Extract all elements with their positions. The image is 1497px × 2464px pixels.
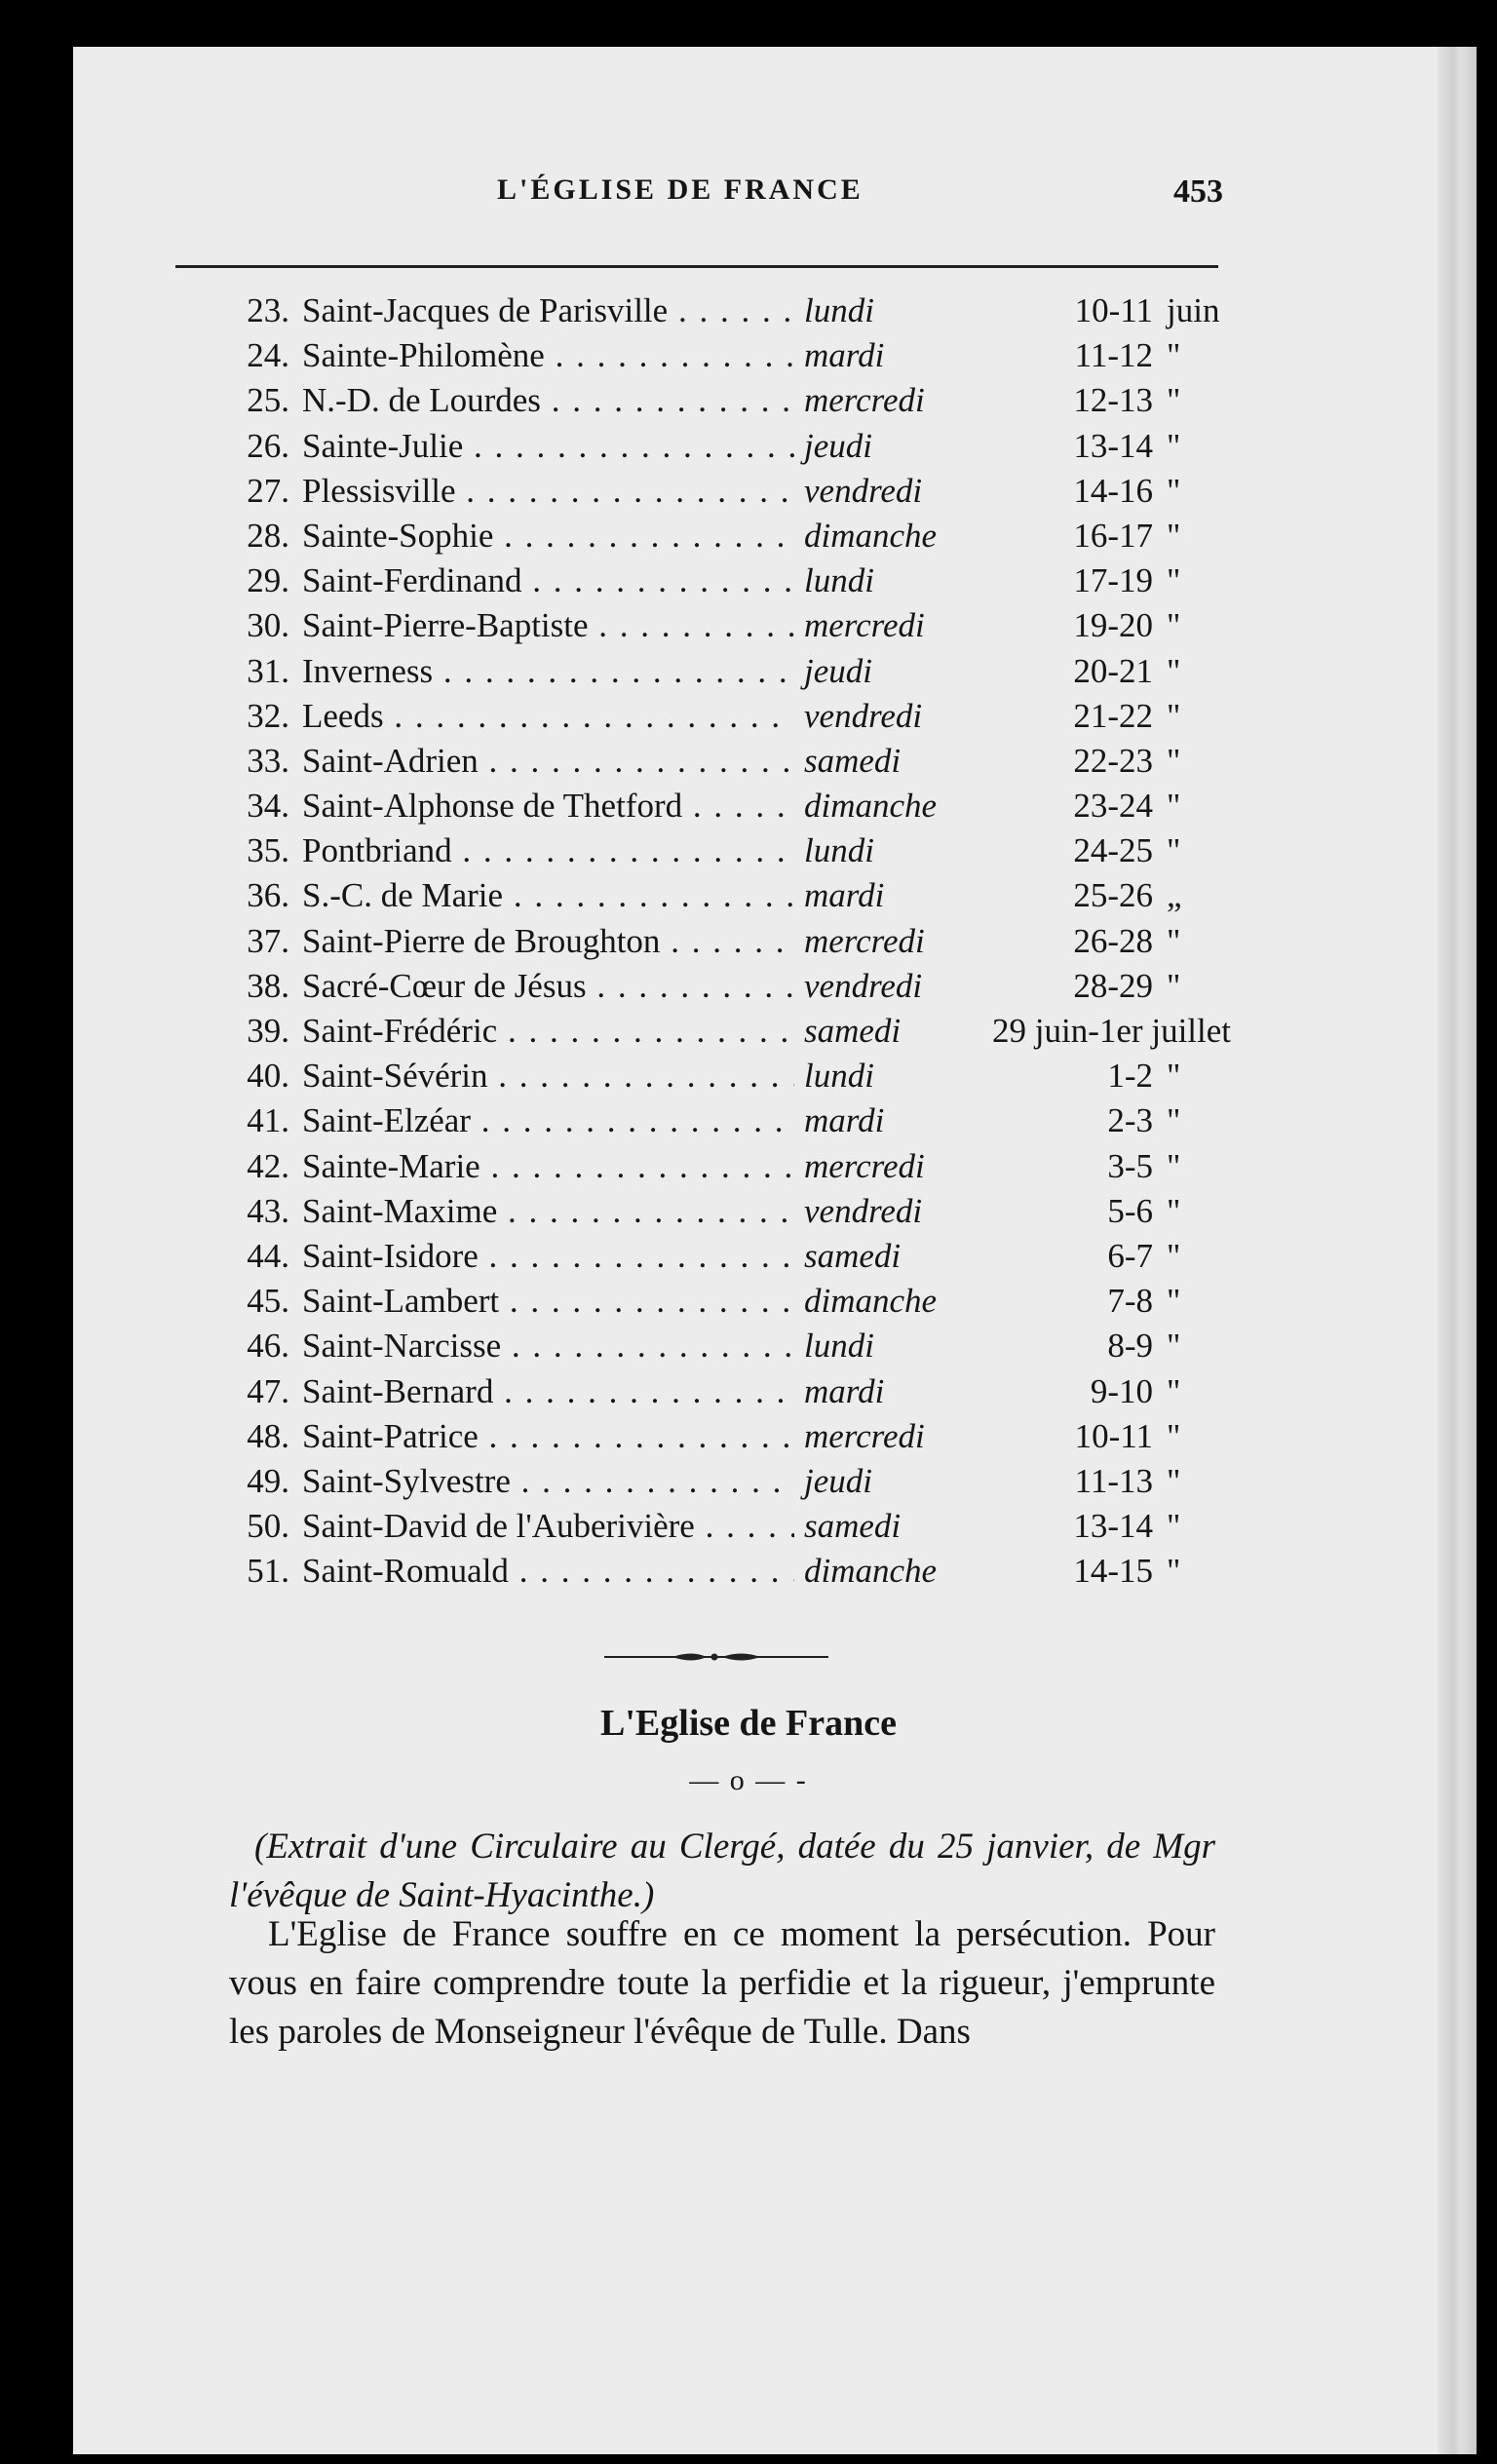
page-edge bbox=[1438, 47, 1477, 2454]
row-number: 25. bbox=[247, 381, 289, 420]
parish-name-leader bbox=[302, 1189, 794, 1234]
date-range: 25-26 bbox=[1073, 876, 1153, 915]
parish-name: Saint-Bernard bbox=[302, 1371, 494, 1410]
schedule-row bbox=[219, 1324, 1233, 1368]
weekday: mardi bbox=[804, 336, 885, 375]
month-label: " bbox=[1167, 741, 1181, 780]
parish-name-leader bbox=[302, 919, 794, 964]
parish-name-leader bbox=[302, 1324, 794, 1368]
schedule-row bbox=[219, 739, 1233, 784]
schedule-row bbox=[219, 964, 1233, 1009]
date-range-cell bbox=[931, 1144, 1231, 1189]
date-range-cell bbox=[931, 739, 1231, 784]
row-number: 51. bbox=[247, 1552, 289, 1591]
date-range-cell bbox=[931, 333, 1231, 378]
weekday: vendredi bbox=[804, 966, 923, 1005]
schedule-row bbox=[219, 1189, 1233, 1234]
date-range: 5-6 bbox=[1107, 1191, 1153, 1230]
schedule-row bbox=[219, 649, 1233, 694]
month-label: " bbox=[1167, 1461, 1181, 1500]
parish-name: Saint-Pierre-Baptiste bbox=[302, 606, 589, 645]
schedule-row bbox=[219, 1414, 1233, 1459]
parish-name-leader bbox=[302, 1549, 794, 1594]
running-title: L'ÉGLISE DE FRANCE bbox=[497, 173, 864, 206]
date-range-cell bbox=[931, 694, 1231, 739]
row-number: 50. bbox=[247, 1507, 289, 1546]
parish-name: Sainte-Sophie bbox=[302, 516, 494, 555]
date-range-cell bbox=[931, 289, 1231, 333]
row-number: 47. bbox=[247, 1371, 289, 1410]
weekday: samedi bbox=[804, 1236, 902, 1275]
date-range: 14-16 bbox=[1073, 471, 1153, 510]
row-number: 46. bbox=[247, 1327, 289, 1366]
date-range: 11-13 bbox=[1074, 1461, 1153, 1500]
schedule-row bbox=[219, 784, 1233, 828]
weekday: lundi bbox=[804, 1327, 874, 1366]
date-range-cell bbox=[931, 514, 1231, 558]
weekday: dimanche bbox=[804, 1282, 938, 1321]
parish-name: Sainte-Philomène bbox=[302, 336, 545, 375]
date-range-cell bbox=[931, 378, 1231, 423]
date-range: 28-29 bbox=[1073, 966, 1153, 1005]
date-range-cell bbox=[931, 1189, 1231, 1234]
parish-name: Saint-Pierre de Broughton bbox=[302, 921, 661, 960]
month-label: " bbox=[1167, 787, 1181, 826]
row-number: 40. bbox=[247, 1057, 289, 1096]
row-number: 29. bbox=[247, 561, 289, 600]
weekday: dimanche bbox=[804, 787, 938, 826]
month-label: " bbox=[1167, 471, 1181, 510]
date-range-cell bbox=[931, 784, 1231, 828]
row-number: 44. bbox=[247, 1236, 289, 1275]
date-range-cell bbox=[931, 1279, 1231, 1324]
section-title: L'Eglise de France bbox=[600, 1703, 897, 1744]
date-range: 21-22 bbox=[1073, 696, 1153, 735]
parish-name: Saint-Jacques de Parisville bbox=[302, 291, 669, 329]
schedule-row bbox=[219, 1459, 1233, 1504]
schedule-row bbox=[219, 558, 1233, 603]
parish-name: Pontbriand bbox=[302, 831, 452, 870]
month-label: " bbox=[1167, 831, 1181, 870]
citation: (Extrait d'une Circulaire au Clergé, datée du 25 janvier, de Mgr l'évêque de Saint-Hyacinthe.) bbox=[229, 1827, 1215, 1915]
date-range: 17-19 bbox=[1073, 561, 1153, 600]
date-range: 10-11 bbox=[1074, 291, 1153, 329]
date-range-cell bbox=[931, 1098, 1231, 1143]
month-label: " bbox=[1167, 696, 1181, 735]
weekday: jeudi bbox=[804, 1461, 872, 1500]
header-rule bbox=[175, 265, 1218, 268]
parish-name-leader bbox=[302, 739, 794, 784]
parish-name: Saint-Romuald bbox=[302, 1552, 509, 1591]
parish-name: N.-D. de Lourdes bbox=[302, 381, 541, 420]
month-label: " bbox=[1167, 921, 1181, 960]
date-range: 10-11 bbox=[1074, 1416, 1153, 1455]
row-number: 42. bbox=[247, 1146, 289, 1185]
parish-name: Saint-Sylvestre bbox=[302, 1461, 511, 1500]
weekday: lundi bbox=[804, 831, 874, 870]
date-range: 13-14 bbox=[1073, 1507, 1153, 1546]
row-number: 37. bbox=[247, 921, 289, 960]
row-number: 38. bbox=[247, 966, 289, 1005]
parish-name: Plessisville bbox=[302, 471, 456, 510]
date-range: 29 juin-1er juillet bbox=[992, 1012, 1231, 1050]
ornament-divider-icon bbox=[604, 1647, 828, 1667]
schedule-row bbox=[219, 1098, 1233, 1143]
month-label: " bbox=[1167, 561, 1181, 600]
weekday: jeudi bbox=[804, 426, 872, 465]
row-number: 30. bbox=[247, 606, 289, 645]
date-range-cell bbox=[931, 1459, 1231, 1504]
row-number: 41. bbox=[247, 1101, 289, 1140]
month-label: " bbox=[1167, 516, 1181, 555]
parish-name-leader bbox=[302, 558, 794, 603]
schedule-row bbox=[219, 424, 1233, 469]
date-range-cell bbox=[931, 603, 1231, 648]
weekday: lundi bbox=[804, 561, 874, 600]
section-separator: — o — - bbox=[689, 1764, 808, 1796]
parish-name-leader bbox=[302, 1009, 794, 1054]
date-range-cell bbox=[931, 1009, 1231, 1054]
parish-name-leader bbox=[302, 514, 794, 558]
row-number: 28. bbox=[247, 516, 289, 555]
parish-name: Saint-Ferdinand bbox=[302, 561, 522, 600]
date-range-cell bbox=[931, 649, 1231, 694]
date-range: 8-9 bbox=[1107, 1327, 1153, 1366]
parish-name-leader bbox=[302, 694, 794, 739]
weekday: mardi bbox=[804, 876, 885, 915]
schedule-row bbox=[219, 469, 1233, 514]
body-paragraph: L'Eglise de France souffre en ce moment la persécution. Pour vous en faire comprendre toute la perfidie et la rigueur, j'emprunte les paroles de Monseigneur l'évêque de Tulle. Dans bbox=[229, 1914, 1215, 2052]
row-number: 32. bbox=[247, 696, 289, 735]
parish-name: Saint-Narcisse bbox=[302, 1327, 502, 1366]
parish-name-leader bbox=[302, 1054, 794, 1098]
parish-name-leader bbox=[302, 469, 794, 514]
parish-name-leader bbox=[302, 1144, 794, 1189]
date-range-cell bbox=[931, 1414, 1231, 1459]
parish-name: Saint-Alphonse de Thetford bbox=[302, 787, 683, 826]
month-label: " bbox=[1167, 606, 1181, 645]
parish-name: Saint-Sévérin bbox=[302, 1057, 488, 1096]
month-label: „ bbox=[1167, 876, 1182, 915]
month-label: " bbox=[1167, 1191, 1181, 1230]
date-range: 12-13 bbox=[1073, 381, 1153, 420]
weekday: mercredi bbox=[804, 1146, 925, 1185]
date-range-cell bbox=[931, 558, 1231, 603]
date-range: 13-14 bbox=[1073, 426, 1153, 465]
date-range: 26-28 bbox=[1073, 921, 1153, 960]
schedule-row bbox=[219, 828, 1233, 873]
row-number: 23. bbox=[247, 291, 289, 329]
weekday: mercredi bbox=[804, 381, 925, 420]
date-range: 1-2 bbox=[1107, 1057, 1153, 1096]
month-label: juin bbox=[1167, 291, 1220, 329]
row-number: 34. bbox=[247, 787, 289, 826]
parish-name-leader bbox=[302, 1504, 794, 1549]
parish-name-leader bbox=[302, 873, 794, 918]
parish-name-leader bbox=[302, 378, 794, 423]
date-range-cell bbox=[931, 424, 1231, 469]
date-range: 16-17 bbox=[1073, 516, 1153, 555]
date-range: 2-3 bbox=[1107, 1101, 1153, 1140]
date-range-cell bbox=[931, 469, 1231, 514]
schedule-row bbox=[219, 1549, 1233, 1594]
parish-name: Saint-Maxime bbox=[302, 1191, 498, 1230]
date-range: 3-5 bbox=[1107, 1146, 1153, 1185]
month-label: " bbox=[1167, 1057, 1181, 1096]
weekday: mercredi bbox=[804, 606, 925, 645]
parish-name: Sacré-Cœur de Jésus bbox=[302, 966, 587, 1005]
row-number: 35. bbox=[247, 831, 289, 870]
parish-name-leader bbox=[302, 649, 794, 694]
month-label: " bbox=[1167, 1552, 1181, 1591]
parish-name: Saint-David de l'Auberivière bbox=[302, 1507, 695, 1546]
date-range: 11-12 bbox=[1074, 336, 1153, 375]
month-label: " bbox=[1167, 1282, 1181, 1321]
weekday: lundi bbox=[804, 291, 874, 329]
schedule-row bbox=[219, 289, 1233, 333]
parish-name: Saint-Patrice bbox=[302, 1416, 479, 1455]
parish-name-leader bbox=[302, 603, 794, 648]
row-number: 48. bbox=[247, 1416, 289, 1455]
parish-name-leader bbox=[302, 828, 794, 873]
month-label: " bbox=[1167, 1101, 1181, 1140]
parish-name-leader bbox=[302, 784, 794, 828]
date-range: 6-7 bbox=[1107, 1236, 1153, 1275]
schedule-row bbox=[219, 1279, 1233, 1324]
schedule-row bbox=[219, 603, 1233, 648]
schedule-row bbox=[219, 1369, 1233, 1414]
date-range: 9-10 bbox=[1090, 1371, 1153, 1410]
date-range-cell bbox=[931, 873, 1231, 918]
weekday: dimanche bbox=[804, 516, 938, 555]
parish-name-leader bbox=[302, 333, 794, 378]
date-range: 14-15 bbox=[1073, 1552, 1153, 1591]
weekday: vendredi bbox=[804, 1191, 923, 1230]
schedule-row bbox=[219, 1504, 1233, 1549]
weekday: samedi bbox=[804, 1507, 902, 1546]
date-range: 22-23 bbox=[1073, 741, 1153, 780]
month-label: " bbox=[1167, 426, 1181, 465]
weekday: samedi bbox=[804, 1012, 902, 1050]
weekday: mercredi bbox=[804, 1416, 925, 1455]
row-number: 33. bbox=[247, 741, 289, 780]
parish-name: Saint-Isidore bbox=[302, 1236, 479, 1275]
schedule-row bbox=[219, 1144, 1233, 1189]
month-label: " bbox=[1167, 1416, 1181, 1455]
date-range: 23-24 bbox=[1073, 787, 1153, 826]
schedule-row bbox=[219, 333, 1233, 378]
parish-name: Saint-Adrien bbox=[302, 741, 479, 780]
month-label: " bbox=[1167, 1507, 1181, 1546]
parish-name: Leeds bbox=[302, 696, 384, 735]
row-number: 49. bbox=[247, 1461, 289, 1500]
date-range-cell bbox=[931, 1324, 1231, 1368]
parish-name-leader bbox=[302, 1279, 794, 1324]
weekday: dimanche bbox=[804, 1552, 938, 1591]
schedule-row bbox=[219, 1009, 1233, 1054]
row-number: 36. bbox=[247, 876, 289, 915]
month-label: " bbox=[1167, 651, 1181, 690]
month-label: " bbox=[1167, 1146, 1181, 1185]
date-range-cell bbox=[931, 1369, 1231, 1414]
schedule-list bbox=[219, 289, 1233, 1594]
weekday: samedi bbox=[804, 741, 902, 780]
weekday: mardi bbox=[804, 1101, 885, 1140]
parish-name-leader bbox=[302, 964, 794, 1009]
date-range-cell bbox=[931, 919, 1231, 964]
weekday: mercredi bbox=[804, 921, 925, 960]
date-range-cell bbox=[931, 828, 1231, 873]
schedule-row bbox=[219, 378, 1233, 423]
row-number: 27. bbox=[247, 471, 289, 510]
parish-name: Inverness bbox=[302, 651, 434, 690]
parish-name: Sainte-Marie bbox=[302, 1146, 480, 1185]
weekday: jeudi bbox=[804, 651, 872, 690]
parish-name-leader bbox=[302, 289, 794, 333]
parish-name: S.-C. de Marie bbox=[302, 876, 504, 915]
parish-name: Saint-Frédéric bbox=[302, 1012, 498, 1050]
schedule-row bbox=[219, 873, 1233, 918]
parish-name-leader bbox=[302, 1414, 794, 1459]
row-number: 45. bbox=[247, 1282, 289, 1321]
weekday: vendredi bbox=[804, 471, 923, 510]
row-number: 24. bbox=[247, 336, 289, 375]
schedule-row bbox=[219, 919, 1233, 964]
date-range-cell bbox=[931, 1549, 1231, 1594]
month-label: " bbox=[1167, 966, 1181, 1005]
schedule-row bbox=[219, 514, 1233, 558]
date-range: 7-8 bbox=[1107, 1282, 1153, 1321]
date-range: 19-20 bbox=[1073, 606, 1153, 645]
parish-name-leader bbox=[302, 1098, 794, 1143]
date-range-cell bbox=[931, 964, 1231, 1009]
parish-name-leader bbox=[302, 1459, 794, 1504]
month-label: " bbox=[1167, 1236, 1181, 1275]
month-label: " bbox=[1167, 1371, 1181, 1410]
row-number: 26. bbox=[247, 426, 289, 465]
weekday: lundi bbox=[804, 1057, 874, 1096]
month-label: " bbox=[1167, 1327, 1181, 1366]
date-range: 20-21 bbox=[1073, 651, 1153, 690]
date-range: 24-25 bbox=[1073, 831, 1153, 870]
date-range-cell bbox=[931, 1234, 1231, 1279]
schedule-row bbox=[219, 1234, 1233, 1279]
weekday: vendredi bbox=[804, 696, 923, 735]
schedule-row bbox=[219, 694, 1233, 739]
parish-name-leader bbox=[302, 1234, 794, 1279]
month-label: " bbox=[1167, 381, 1181, 420]
parish-name-leader bbox=[302, 424, 794, 469]
weekday: mardi bbox=[804, 1371, 885, 1410]
date-range-cell bbox=[931, 1054, 1231, 1098]
row-number: 43. bbox=[247, 1191, 289, 1230]
parish-name: Sainte-Julie bbox=[302, 426, 464, 465]
parish-name: Saint-Lambert bbox=[302, 1282, 500, 1321]
schedule-row bbox=[219, 1054, 1233, 1098]
row-number: 39. bbox=[247, 1012, 289, 1050]
page-number: 453 bbox=[1173, 173, 1223, 210]
parish-name-leader bbox=[302, 1369, 794, 1414]
parish-name: Saint-Elzéar bbox=[302, 1101, 471, 1140]
row-number: 31. bbox=[247, 651, 289, 690]
month-label: " bbox=[1167, 336, 1181, 375]
date-range-cell bbox=[931, 1504, 1231, 1549]
